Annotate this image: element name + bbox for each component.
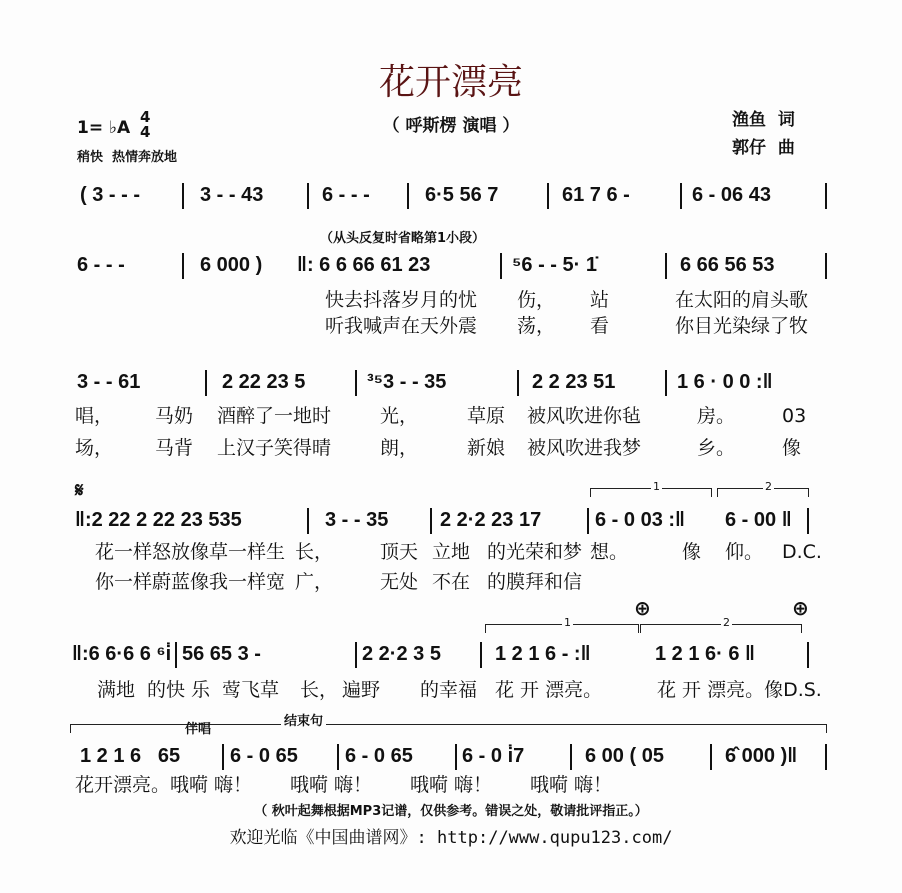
- measure: ‖: 6 6 66 61 23: [297, 254, 431, 276]
- measure: 6 00 ( 05: [585, 745, 664, 767]
- lyric-segment: 不在: [432, 571, 471, 593]
- volta-bracket: [717, 480, 809, 497]
- lyric-segment: 快去抖落岁月的忧: [325, 289, 478, 311]
- lyric-segment: 站: [590, 289, 610, 311]
- measure: 6 - 0 65: [230, 745, 298, 767]
- barline: [307, 183, 309, 209]
- measure: ³⁵3 - - 35: [367, 371, 447, 393]
- measure: 3 - - 43: [200, 184, 264, 206]
- lyric-segment: 的膜拜和信: [487, 571, 583, 593]
- measure: 2 2·2 23 17: [440, 509, 542, 531]
- barline: [587, 508, 589, 534]
- coda-icon: ⊕: [792, 596, 809, 620]
- barline: [175, 642, 177, 668]
- lyric-segment: 的快 乐: [147, 679, 211, 701]
- volta-bracket: [590, 480, 712, 497]
- measure: 6 66 56 53: [680, 254, 775, 276]
- measure: 6 - 06 43: [692, 184, 771, 206]
- barline: [430, 508, 432, 534]
- barline: [807, 642, 809, 668]
- lyric-segment: 唱，: [75, 405, 114, 427]
- lyric-segment: 哦嗬 嗨！: [530, 774, 613, 796]
- measure: 1 2 1 6 65: [80, 745, 181, 767]
- lyric-segment: 哦嗬 嗨！: [290, 774, 373, 796]
- footnote: （ 秋叶起舞根据MP3记谱，仅供参考。错误之处，敬请批评指正。）: [254, 804, 648, 819]
- measure: ⁵6 - - 5· 1̇: [512, 254, 597, 276]
- barline: [547, 183, 549, 209]
- barline: [307, 508, 309, 534]
- lyric-segment: 03: [782, 405, 807, 427]
- volta-number: 2: [765, 480, 772, 493]
- lyric-segment: 看: [590, 315, 610, 337]
- backing-vocal-label: 伴唱: [185, 722, 212, 737]
- barline: [665, 253, 667, 279]
- measure: 1 2 1 6· 6 ‖: [655, 643, 756, 665]
- barline: [182, 253, 184, 279]
- lyric-segment: 房。: [697, 405, 736, 427]
- key-signature: 1= ♭A: [77, 118, 131, 138]
- barline: [825, 183, 827, 209]
- measure: 1 2 1 6 - :‖: [495, 643, 591, 665]
- barline: [570, 744, 572, 770]
- lyric-segment: 像: [682, 541, 702, 563]
- repeat-annotation: （从头反复时省略第1小段）: [320, 231, 486, 246]
- lyric-segment: 像: [782, 437, 802, 459]
- measure: 6 - - -: [322, 184, 370, 206]
- lyric-segment: 遍野: [342, 679, 381, 701]
- measure: ‖:2 22 2 22 23 535: [75, 509, 242, 531]
- lyric-segment: 花开漂亮。哦嗬 嗨！: [75, 774, 253, 796]
- volta-bracket: [485, 616, 639, 633]
- lyric-segment: 上汉子笑得晴: [217, 437, 332, 459]
- singer-credit: （ 呼斯楞 演唱 ）: [382, 116, 520, 136]
- measure: ( 3 - - -: [80, 184, 140, 206]
- lyric-segment: 满地: [97, 679, 136, 701]
- lyric-segment: 荡，: [517, 315, 556, 337]
- barline: [710, 744, 712, 770]
- lyric-segment: 花一样怒放像草一样生: [95, 541, 286, 563]
- lyric-segment: 酒醉了一地时: [217, 405, 332, 427]
- composer-credit: 郭仔 曲: [732, 138, 795, 158]
- measure: 6·5 56 7: [425, 184, 499, 206]
- lyric-segment: 花 开 漂亮。: [495, 679, 603, 701]
- lyric-segment: 马奶: [155, 405, 194, 427]
- lyric-segment: 伤，: [517, 289, 556, 311]
- barline: [455, 744, 457, 770]
- barline: [807, 508, 809, 534]
- lyric-segment: 莺飞草: [222, 679, 280, 701]
- barline: [517, 370, 519, 396]
- ending-label: 结束句: [281, 714, 326, 730]
- measure: 2 2·2 3 5: [362, 643, 441, 665]
- lyric-segment: 你一样蔚蓝像我一样宽: [95, 571, 286, 593]
- lyric-segment: 被风吹进我梦: [527, 437, 642, 459]
- page-title: 花开漂亮: [378, 62, 523, 103]
- lyric-segment: 在太阳的肩头歌: [675, 289, 809, 311]
- lyric-segment: 光，: [380, 405, 419, 427]
- barline: [407, 183, 409, 209]
- lyric-segment: 被风吹进你毡: [527, 405, 642, 427]
- lyric-segment: 你目光染绿了牧: [675, 315, 809, 337]
- lyric-segment: 朗，: [380, 437, 419, 459]
- site-credit: 欢迎光临《中国曲谱网》: http://www.qupu123.com/: [229, 828, 673, 848]
- measure: 6̂ 000 )‖: [725, 745, 798, 767]
- ending-bracket: [70, 714, 827, 733]
- lyric-segment: 花 开 漂亮。像D.S.: [657, 679, 822, 701]
- lyric-segment: 场，: [75, 437, 114, 459]
- lyric-segment: 马背: [155, 437, 194, 459]
- measure: 6 - 0 i̇7: [462, 745, 525, 767]
- measure: ‖:6 6·6 6 ⁶i̇: [72, 643, 172, 665]
- lyric-segment: 广，: [295, 571, 334, 593]
- barline: [355, 370, 357, 396]
- barline: [355, 642, 357, 668]
- barline: [500, 253, 502, 279]
- lyric-segment: 的幸福: [420, 679, 478, 701]
- volta-bracket: [640, 616, 802, 633]
- tempo-marking: 稍快 热情奔放地: [77, 150, 178, 165]
- lyric-segment: 无处: [380, 571, 419, 593]
- barline: [337, 744, 339, 770]
- lyric-segment: D.C.: [782, 541, 822, 563]
- measure: 56 65 3 -: [182, 643, 261, 665]
- lyric-segment: 仰。: [725, 541, 764, 563]
- lyric-segment: 立地: [432, 541, 471, 563]
- volta-number: 2: [723, 616, 730, 629]
- barline: [205, 370, 207, 396]
- barline: [182, 183, 184, 209]
- lyric-segment: 的光荣和梦: [487, 541, 583, 563]
- measure: 6 - 0 65: [345, 745, 413, 767]
- measure: 3 - - 61: [77, 371, 141, 393]
- measure: 2 22 23 5: [222, 371, 306, 393]
- lyric-segment: 草原: [467, 405, 506, 427]
- barline: [665, 370, 667, 396]
- measure: 6 - 0 03 :‖: [595, 509, 685, 531]
- volta-number: 1: [653, 480, 660, 493]
- measure: 6 - - -: [77, 254, 125, 276]
- lyric-segment: 听我喊声在天外震: [325, 315, 478, 337]
- measure: 3 - - 35: [325, 509, 389, 531]
- measure: 6 - 00 ‖: [725, 509, 792, 531]
- lyric-segment: 长，: [295, 541, 334, 563]
- measure: 2 2 23 51: [532, 371, 616, 393]
- segno-icon: 𝄋: [75, 478, 84, 502]
- barline: [222, 744, 224, 770]
- measure: 61 7 6 -: [562, 184, 630, 206]
- measure: 6 000 ): [200, 254, 263, 276]
- coda-icon: ⊕: [634, 596, 651, 620]
- barline: [680, 183, 682, 209]
- lyricist-credit: 渔鱼 词: [732, 110, 795, 130]
- lyric-segment: 长，: [300, 679, 339, 701]
- barline: [825, 253, 827, 279]
- lyric-segment: 想。: [590, 541, 629, 563]
- lyric-segment: 新娘: [467, 437, 506, 459]
- lyric-segment: 顶天: [380, 541, 419, 563]
- lyric-segment: 乡。: [697, 437, 736, 459]
- measure: 1 6 · 0 0 :‖: [677, 371, 773, 393]
- barline: [825, 744, 827, 770]
- lyric-segment: 哦嗬 嗨！: [410, 774, 493, 796]
- volta-number: 1: [564, 616, 571, 629]
- barline: [480, 642, 482, 668]
- time-signature: 4 4: [140, 108, 151, 141]
